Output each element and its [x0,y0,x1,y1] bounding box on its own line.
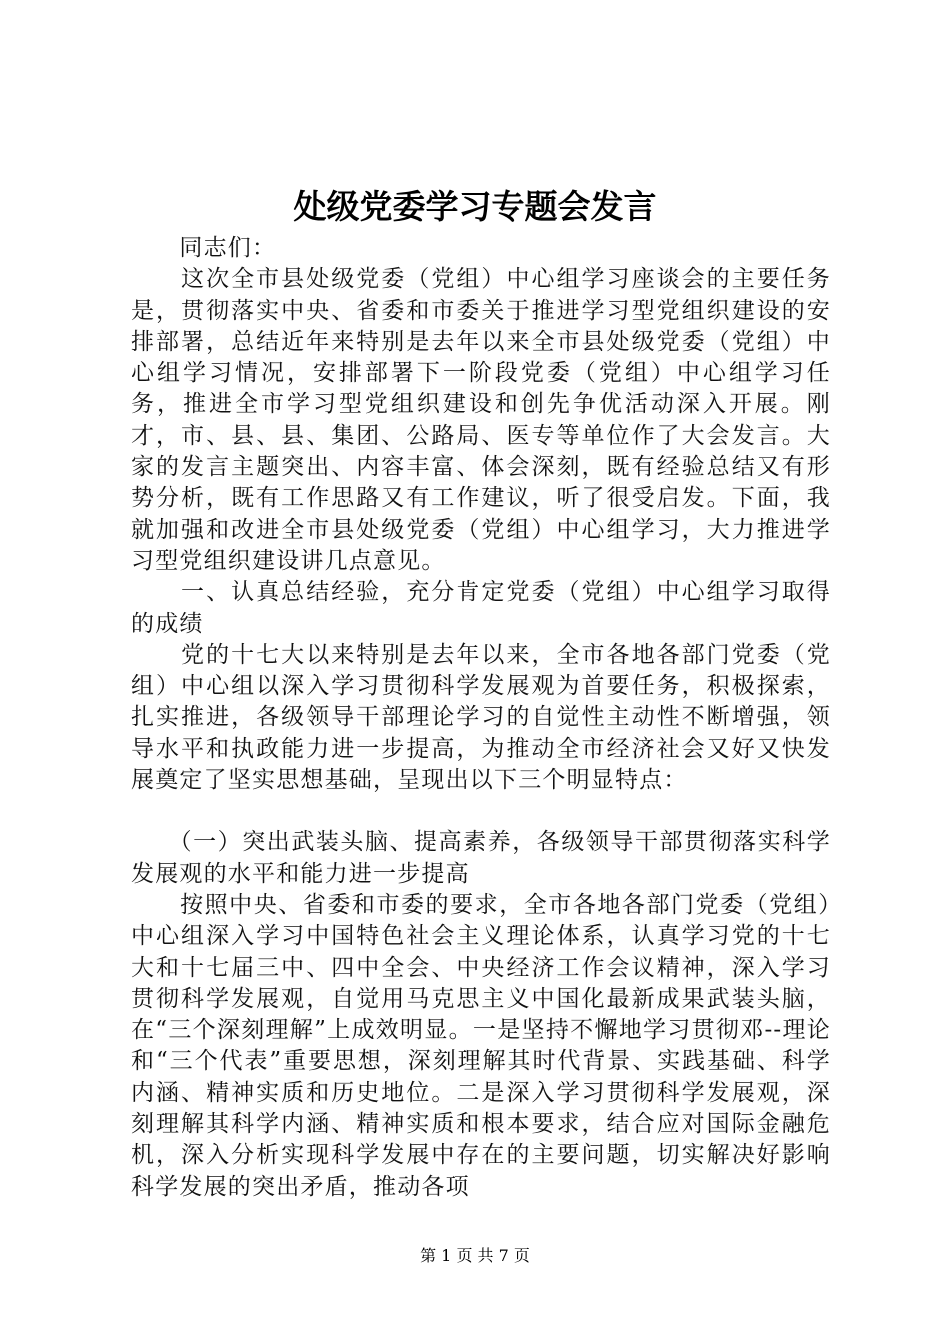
page-number-footer: 第 1 页 共 7 页 [420,1246,530,1265]
document-body [131,233,831,1203]
subsection-heading-1: （一）突出武装头脑、提高素养，各级领导干部贯彻落实科学发展观的水平和能力进一步提高 [131,829,831,887]
paragraph-achievements: 党的十七大以来特别是去年以来，全市各地各部门党委（党组）中心组以深入学习贯彻科学发展观为首要任务，积极探索，扎实推进，各级领导干部理论学习的自觉性主动性不断增强，领导水平和执政能力进一步提高，为推动全市经济社会又好又快发展奠定了坚实思想基础，呈现出以下三个明显特点： [131,641,831,794]
paragraph-intro: 这次全市县处级党委（党组）中心组学习座谈会的主要任务是，贯彻落实中央、省委和市委关于推进学习型党组织建设的安排部署，总结近年来特别是去年以来全市县处级党委（党组）中心组学习情况，安排部署下一阶段党委（党组）中心组学习任务，推进全市学习型党组织建设和创先争优活动深入开展。刚才，市、县、县、集团、公路局、医专等单位作了大会发言。大家的发言主题突出、内容丰富、体会深刻，既有经验总结又有形势分析，既有工作思路又有工作建议，听了很受启发。下面，我就加强和改进全市县处级党委（党组）中心组学习，大力推进学习型党组织建设讲几点意见。 [131,266,831,574]
section-heading-1: 一、认真总结经验，充分肯定党委（党组）中心组学习取得的成绩 [131,579,831,637]
document-title: 处级党委学习专题会发言 [293,187,657,226]
paragraph-salutation: 同志们： [131,235,277,261]
paragraph-study-details: 按照中央、省委和市委的要求，全市各地各部门党委（党组）中心组深入学习中国特色社会主义理论体系，认真学习党的十七大和十七届三中、四中全会、中央经济工作会议精神，深入学习贯彻科学发展观，自觉用马克思主义中国化最新成果武装头脑，在“三个深刻理解”上成效明显。一是坚持不懈地学习贯彻邓--理论和“三个代表”重要思想，深刻理解其时代背景、实践基础、科学内涵、精神实质和历史地位。二是深入学习贯彻科学发展观，深刻理解其科学内涵、精神实质和根本要求，结合应对国际金融危机，深入分析实现科学发展中存在的主要问题，切实解决好影响科学发展的突出矛盾，推动各项 [131,891,831,1200]
